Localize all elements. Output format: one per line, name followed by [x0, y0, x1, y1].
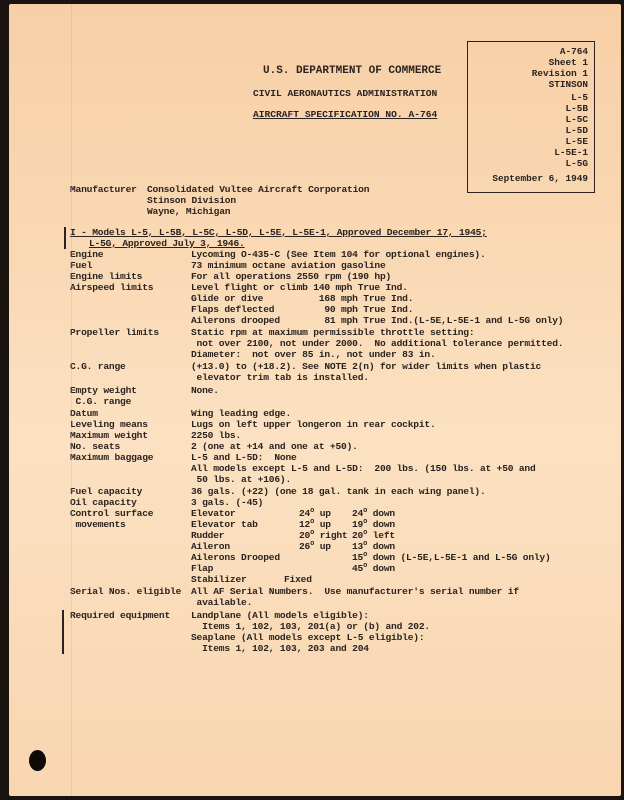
row-label: Engine [70, 249, 104, 260]
model: L-5D [565, 125, 588, 136]
row-value: not over 2100, not under 2000. No additional tolerance permitted. [191, 338, 564, 349]
row-value: 2250 lbs. [191, 430, 242, 441]
surface-name: Rudder [191, 530, 225, 541]
row-label: Fuel capacity [70, 486, 143, 497]
binder-punch-hole [29, 750, 46, 771]
row-value: Glide or dive 168 mph True Ind. [191, 293, 414, 304]
row-value: For all operations 2550 rpm (190 hp) [191, 271, 392, 282]
section-heading: L-5G, Approved July 3, 1946. [89, 238, 245, 249]
row-value: Lugs on left upper longeron in rear cockpit. [191, 419, 436, 430]
surface-deflection-a: 26$^o$ up [299, 539, 331, 552]
manufacturer-line: Consolidated Vultee Aircraft Corporation [147, 184, 370, 195]
model: L-5 [571, 92, 588, 103]
manufacturer-line: Wayne, Michigan [147, 206, 231, 217]
surface-deflection-b: 15$^o$ down (L-5E,L-5E-1 and L-5G only) [352, 550, 551, 563]
row-label: Maximum weight [70, 430, 148, 441]
model: L-5G [565, 158, 588, 169]
row-value: 36 gals. (+22) (one 18 gal. tank in each wing panel). [191, 486, 486, 497]
serial-label: Serial Nos. eligible [70, 586, 182, 597]
row-label: Leveling means [70, 419, 148, 430]
row-value: (+13.0) to (+18.2). See NOTE 2(n) for wider limits when plastic [191, 361, 542, 372]
row-label: Empty weight [70, 385, 137, 396]
row-value: Wing leading edge. [191, 408, 292, 419]
administration-title: CIVIL AERONAUTICS ADMINISTRATION [253, 88, 438, 99]
row-label: Airspeed limits [70, 282, 154, 293]
surface-name: Elevator [191, 508, 236, 519]
surface-name: Flap [191, 563, 214, 574]
row-value: All models except L-5 and L-5D: 200 lbs. (150 lbs. at +50 and [191, 463, 536, 474]
surface-deflection-a: 20$^o$ right [299, 528, 348, 541]
row-label: Oil capacity [70, 497, 137, 508]
control-surface-label: movements [70, 519, 126, 530]
row-value: Diameter: not over 85 in., not under 83 in. [191, 349, 436, 360]
row-label: C.G. range [70, 396, 132, 407]
equipment-line: Items 1, 102, 103, 203 and 204 [191, 643, 369, 654]
surface-deflection-b: 13$^o$ down [352, 539, 395, 552]
sheet-number: Sheet 1 [548, 57, 588, 68]
revision-bar [64, 227, 66, 249]
row-label: Engine limits [70, 271, 143, 282]
surface-name: Aileron [191, 541, 230, 552]
row-value: 3 gals. (-45) [191, 497, 264, 508]
row-value: Static rpm at maximum permissible throttle setting: [191, 327, 475, 338]
department-title: U.S. DEPARTMENT OF COMMERCE [263, 65, 442, 77]
control-surface-label: Control surface [70, 508, 154, 519]
equipment-label: Required equipment [70, 610, 171, 621]
serial-value: All AF Serial Numbers. Use manufacturer's serial number if [191, 586, 519, 597]
surface-deflection-b: 45$^o$ down [352, 561, 395, 574]
revision-bar [62, 610, 64, 654]
spec-number: A-764 [559, 46, 588, 57]
row-value: L-5 and L-5D: None [191, 452, 297, 463]
row-value: Ailerons drooped 81 mph True Ind.(L-5E,L-5E-1 and L-5G only) [191, 315, 564, 326]
row-label: Datum [70, 408, 98, 419]
surface-deflection-b: 20$^o$ left [352, 528, 395, 541]
row-value: 2 (one at +14 and one at +50). [191, 441, 358, 452]
spec-title: AIRCRAFT SPECIFICATION NO. A-764 [253, 109, 438, 120]
row-value: 73 minimum octane aviation gasoline [191, 260, 386, 271]
issue-date: September 6, 1949 [492, 173, 588, 184]
row-value: 50 lbs. at +106). [191, 474, 292, 485]
row-label: No. seats [70, 441, 121, 452]
specification-page [9, 4, 621, 796]
equipment-line: Items 1, 102, 103, 201(a) or (b) and 202. [191, 621, 430, 632]
make: STINSON [548, 79, 588, 90]
surface-name: Elevator tab [191, 519, 258, 530]
model: L-5B [565, 103, 588, 114]
model: L-5C [565, 114, 588, 125]
row-value: Level flight or climb 140 mph True Ind. [191, 282, 408, 293]
serial-value: available. [191, 597, 253, 608]
row-value: Flaps deflected 90 mph True Ind. [191, 304, 414, 315]
row-value: None. [191, 385, 219, 396]
row-label: Propeller limits [70, 327, 159, 338]
row-value: elevator trim tab is installed. [191, 372, 369, 383]
surface-status: Fixed [284, 574, 312, 585]
manufacturer-label: Manufacturer [70, 184, 137, 195]
surface-name: Ailerons Drooped [191, 552, 280, 563]
model: L-5E-1 [554, 147, 588, 158]
surface-name: Stabilizer [191, 574, 247, 585]
manufacturer-line: Stinson Division [147, 195, 236, 206]
model: L-5E [565, 136, 588, 147]
revision-number: Revision 1 [531, 68, 588, 79]
row-label: Fuel [70, 260, 93, 271]
equipment-line: Landplane (All models eligible): [191, 610, 369, 621]
surface-deflection-b: 19$^o$ down [352, 517, 395, 530]
surface-deflection-a: 12$^o$ up [299, 517, 331, 530]
row-value: Lycoming O-435-C (See Item 104 for optional engines). [191, 249, 486, 260]
identification-box [467, 41, 595, 193]
section-heading: I - Models L-5, L-5B, L-5C, L-5D, L-5E, L-5E-1, Approved December 17, 1945; [70, 227, 487, 238]
row-label: C.G. range [70, 361, 126, 372]
equipment-line: Seaplane (All models except L-5 eligible): [191, 632, 425, 643]
surface-deflection-b: 24$^o$ down [352, 506, 395, 519]
surface-deflection-a: 24$^o$ up [299, 506, 331, 519]
row-label: Maximum baggage [70, 452, 154, 463]
